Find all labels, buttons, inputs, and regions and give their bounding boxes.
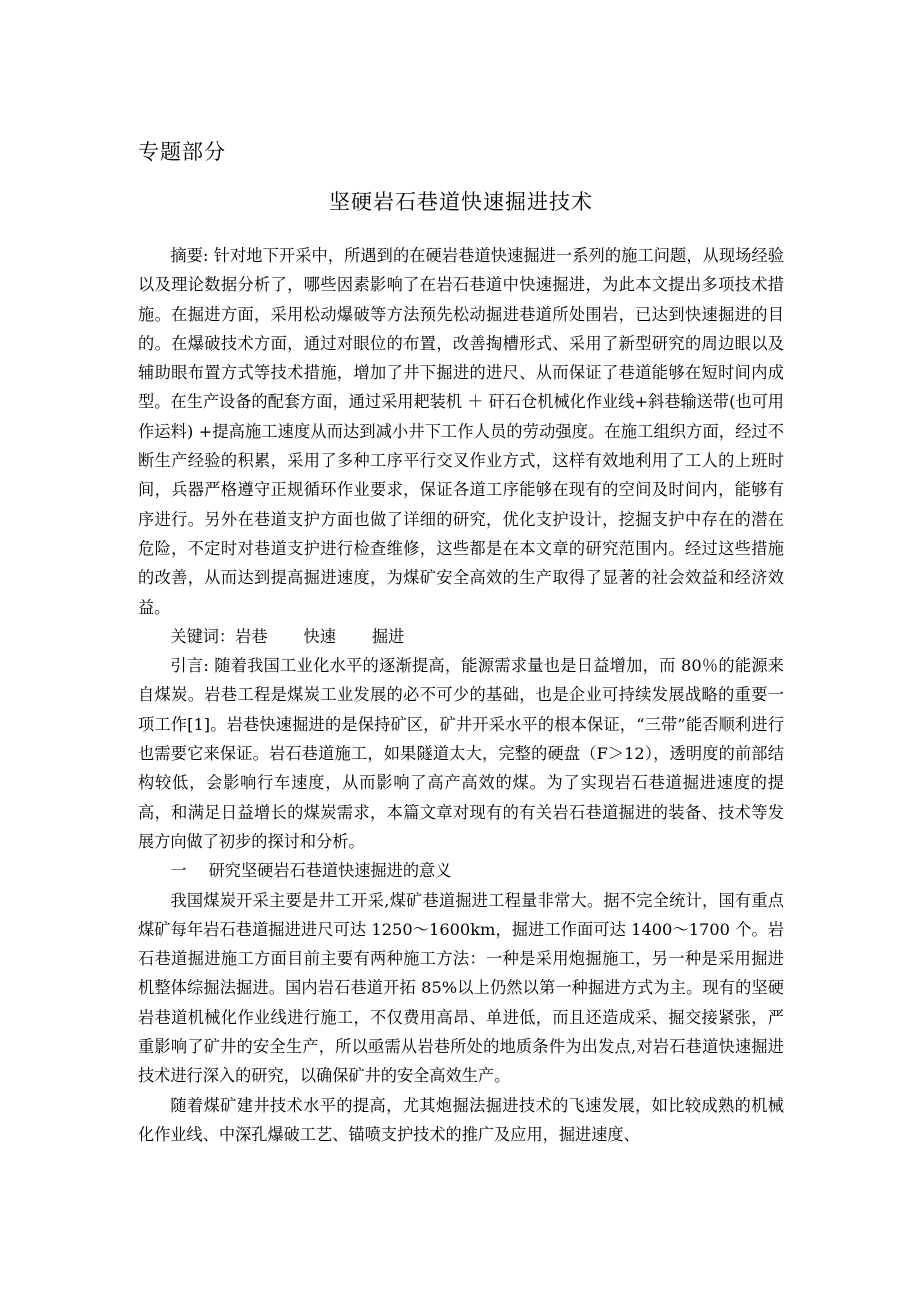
section-1-heading [138,856,784,885]
keywords-line [138,622,784,651]
keyword-item: 快速 [303,626,336,646]
document-page [138,0,784,1302]
keyword-item: 岩巷 [235,626,268,646]
section-1-title: 研究坚硬岩石巷道快速掘进的意义 [208,861,452,881]
intro-paragraph: 引言: 随着我国工业化水平的逐渐提高，能源需求量也是日益增加，而 80％的能源来自煤炭。岩巷工程是煤炭工业发展的必不可少的基础，也是企业可持续发展战略的重要一项工作[1]。岩巷快速掘进的是保持矿区，矿井开采水平的根本保证，“三带”能否顺利进行也需要它来保证。岩石巷道施工，如果隧道太大，完整的硬盘（F＞12），透明度的前部结构较低，会影响行车速度，从而影响了高产高效的煤。为了实现岩石巷道掘进速度的提高，和满足日益增长的煤炭需求，本篇文章对现有的有关岩石巷道掘进的装备、技术等发展方向做了初步的探讨和分析。 [138,656,784,851]
body-paragraph-1: 我国煤炭开采主要是井工开采,煤矿巷道掘进工程量非常大。据不完全统计，国有重点煤矿每年岩石巷道掘进进尺可达 1250～1600km，掘进工作面可达 1400～1700 个。岩石巷道掘进施工方面目前主要有两种施工方法：一种是采用炮掘施工，另一种是采用掘进机整体综掘法掘进。国内岩石巷道开拓 85%以上仍然以第一种掘进方式为主。现有的坚硬岩巷道机械化作业线进行施工，不仅费用高昂、单进低，而且还造成采、掘交接紧张，严重影响了矿井的安全生产，所以亟需从岩巷所处的地质条件为出发点,对岩石巷道快速掘进技术进行深入的研究，以确保矿井的安全高效生产。 [138,890,784,1086]
section-1-number: 一 [170,861,187,881]
document-body [138,241,784,1149]
abstract-paragraph: 摘要: 针对地下开采中，所遇到的在硬岩巷道快速掘进一系列的施工问题，从现场经验以及理论数据分析了，哪些因素影响了在岩石巷道中快速掘进，为此本文提出多项技术措施。在掘进方面，采用松动爆破等方法预先松动掘进巷道所处围岩，已达到快速掘进的目的。在爆破技术方面，通过对眼位的布置，改善掏槽形式、采用了新型研究的周边眼以及辅助眼布置方式等技术措施，增加了井下掘进的进尺、从而保证了巷道能够在短时间内成型。在生产设备的配套方面，通过采用耙装机 ＋ 矸石仓机械化作业线+斜巷输送带(也可用作运料) +提高施工速度从而达到减小井下工作人员的劳动强度。在施工组织方面，经过不断生产经验的积累，采用了多种工序平行交叉作业方式，这样有效地利用了工人的上班时间，兵器严格遵守正规循环作业要求，保证各道工序能够在现有的空间及时间内，能够有序进行。另外在巷道支护方面也做了详细的研究，优化支护设计，挖掘支护中存在的潜在危险，不定时对巷道支护进行检查维修，这些都是在本文章的研究范围内。经过这些措施的改善，从而达到提高掘进速度，为煤矿安全高效的生产取得了显著的社会效益和经济效益。 [138,246,784,617]
body-paragraph-2: 随着煤矿建井技术水平的提高，尤其炮掘法掘进技术的飞速发展，如比较成熟的机械化作业线、中深孔爆破工艺、锚喷支护技术的推广及应用，掘进速度、 [138,1095,784,1144]
section-heading: 专题部分 [138,140,226,164]
document-title: 坚硬岩石巷道快速掘进技术 [329,190,593,214]
keyword-item: 掘进 [371,626,405,646]
keywords-label: 关键词： [170,626,236,646]
